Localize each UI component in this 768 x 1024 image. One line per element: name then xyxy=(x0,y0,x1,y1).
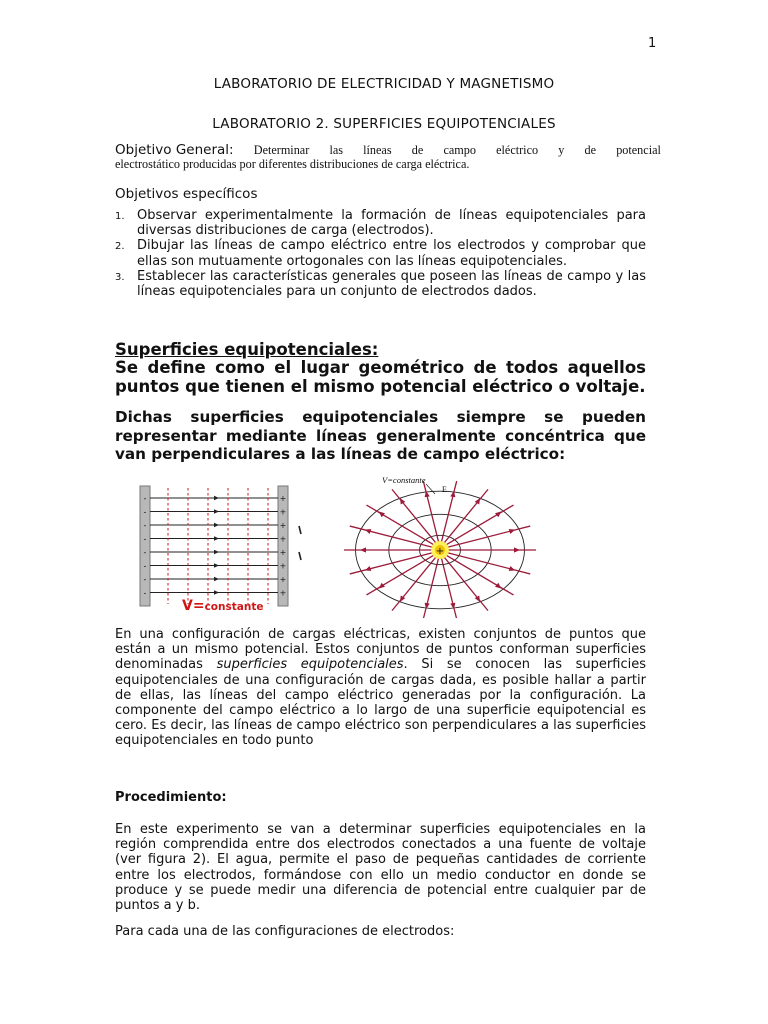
objective-general-line2: electrostático producidas por diferentes distribuciones de carga eléctrica. xyxy=(115,157,470,171)
field-arrow xyxy=(214,550,219,554)
field-arrow xyxy=(400,595,405,601)
objective-word: eléctrico xyxy=(496,143,539,157)
minus-sign: - xyxy=(143,507,147,517)
plus-sign: + xyxy=(279,561,287,571)
list-item xyxy=(115,238,646,268)
minus-sign: - xyxy=(143,575,147,584)
plus-sign: + xyxy=(279,575,287,584)
field-line xyxy=(444,557,488,611)
field-line xyxy=(444,489,488,543)
field-arrow xyxy=(214,523,219,527)
field-arrow xyxy=(514,547,520,552)
list-item-number: 3. xyxy=(115,271,125,283)
tick-mark xyxy=(299,526,301,534)
field-arrow xyxy=(475,498,480,504)
objective-word: de xyxy=(411,143,424,157)
field-arrow xyxy=(400,498,405,504)
field-arrow xyxy=(365,529,372,534)
surfaces-definition: Se define como el lugar geométrico de todos aquellos puntos que tienen el mismo potencial eléctrico o voltaje. xyxy=(115,358,646,396)
plus-sign: + xyxy=(279,548,287,557)
field-arrow xyxy=(379,583,385,589)
figure-label-v-constant xyxy=(182,598,263,614)
lab-subtitle: LABORATORIO 2. SUPERFICIES EQUIPOTENCIALES xyxy=(212,116,556,132)
field-line xyxy=(392,489,436,543)
field-arrow xyxy=(360,547,366,552)
list-item-number: 2. xyxy=(115,241,125,253)
objectives-specific-title: Objetivos específicos xyxy=(115,186,258,202)
list-item xyxy=(115,208,646,238)
plus-sign: + xyxy=(279,521,287,530)
objective-word: campo xyxy=(443,143,476,157)
minus-sign: - xyxy=(143,561,147,571)
field-arrow xyxy=(214,563,219,567)
paragraph-equipotential xyxy=(115,627,646,749)
surfaces-description: Dichas superficies equipotenciales siempre se pueden representar mediante líneas generalmente concéntrica que van perpendiculares a las líneas de campo eléctrico: xyxy=(115,408,646,463)
field-arrow xyxy=(509,566,516,571)
field-arrow xyxy=(214,509,219,513)
field-line xyxy=(423,481,438,542)
objective-word: las xyxy=(329,143,343,157)
field-arrow xyxy=(475,595,480,601)
field-arrow xyxy=(379,511,385,517)
field-arrow xyxy=(495,511,501,517)
e-label: E xyxy=(442,485,447,494)
plus-sign: + xyxy=(279,588,287,598)
paragraph-italic-term: superficies equipotenciales xyxy=(216,657,404,673)
plate-signs xyxy=(144,494,287,598)
objective-general-line1 xyxy=(115,142,661,158)
objective-general xyxy=(115,142,661,171)
surfaces-title: Superficies equipotenciales: xyxy=(115,340,379,359)
charge-plus-sign: + xyxy=(435,546,445,557)
list-item-number: 1. xyxy=(115,211,125,222)
page-number: 1 xyxy=(648,36,657,51)
procedure-paragraph: En este experimento se van a determinar superficies equipotenciales en la región comprendida entre dos electrodos conectados a una fuente de voltaje (ver figura 2). El agua, permite el paso de pequeñas cantidades de corriente entre los electrodos, formándose con ello un medio conductor en donde se produce y se puede medir una diferencia de potencial entre cualquier par de puntos a y b. xyxy=(115,822,646,914)
minus-sign: - xyxy=(143,534,147,544)
lab-title: LABORATORIO DE ELECTRICIDAD Y MAGNETISMO xyxy=(213,76,555,92)
plus-sign: + xyxy=(279,507,287,517)
v-equals: V= xyxy=(182,598,205,614)
paragraph-text: . Si se conocen las superficies equipotenciales de una configuración de cargas dada, es posible hallar a partir de ellas, las líneas del campo eléctrico generadas por la configuración. La componente del campo eléctrico a lo largo de una superficie equipotencial es cero. Es decir, las líneas de campo eléctrico son perpendiculares a las superficies equipotenciales en todo punto xyxy=(115,657,646,749)
procedure-title: Procedimiento: xyxy=(115,790,227,805)
list-item-text: Establecer las características generales que poseen las líneas de campo y las líneas equipotenciales para un conjunto de electrodos dados. xyxy=(137,268,646,300)
field-arrow xyxy=(214,536,219,540)
field-arrow xyxy=(214,496,219,500)
field-arrow xyxy=(509,529,516,534)
point-charge-figure xyxy=(340,470,540,618)
objective-word: Determinar xyxy=(253,143,310,157)
field-arrow xyxy=(214,577,219,581)
equipotential-lines xyxy=(168,488,268,604)
field-arrow xyxy=(214,590,219,594)
label-leader xyxy=(426,484,435,494)
constant-word: constante xyxy=(204,601,264,613)
minus-sign: - xyxy=(143,521,147,530)
tick-mark xyxy=(299,552,301,560)
plus-sign: + xyxy=(279,534,287,544)
objective-word: potencial xyxy=(616,143,661,157)
list-item-text: Dibujar las líneas de campo eléctrico entre los electrodos y comprobar que ellas son mutuamente ortogonales con las líneas equipotenciales. xyxy=(137,238,646,269)
minus-sign: - xyxy=(143,588,147,598)
field-arrow xyxy=(365,566,372,571)
field-lines xyxy=(150,496,278,595)
plus-sign: + xyxy=(279,494,287,503)
paragraph-text: En una configuración de cargas eléctricas, existen conjuntos de puntos que están a un mismo potencial. Estos conjuntos de puntos conforman superficies denominadas xyxy=(115,627,646,673)
v-constant-label: V=constante xyxy=(382,475,426,485)
objective-word: y xyxy=(558,143,565,157)
list-item xyxy=(115,269,646,299)
minus-sign: - xyxy=(143,494,147,503)
field-arrow xyxy=(495,583,501,589)
objective-word: de xyxy=(584,143,597,157)
procedure-paragraph-2: Para cada una de las configuraciones de electrodos: xyxy=(115,924,455,939)
objective-word: líneas xyxy=(363,143,392,157)
objective-general-label: Objetivo General: xyxy=(115,142,234,158)
minus-sign: - xyxy=(143,548,147,557)
list-item-text: Observar experimentalmente la formación de líneas equipotenciales para diversas distribuciones de carga (electrodos). xyxy=(137,208,646,239)
objectives-specific-list xyxy=(115,208,646,299)
field-line xyxy=(392,557,436,611)
